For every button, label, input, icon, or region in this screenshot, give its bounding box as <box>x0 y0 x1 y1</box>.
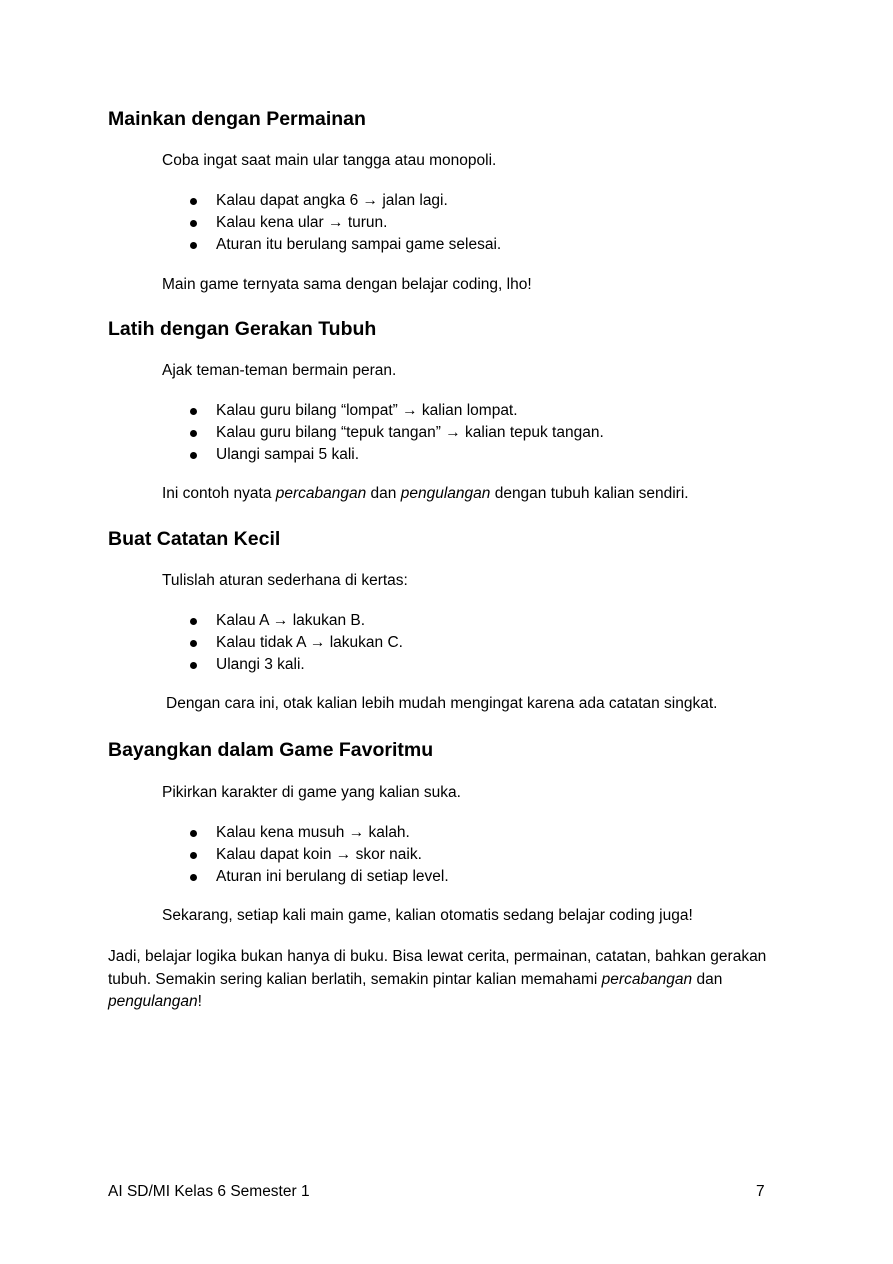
bullet-icon <box>190 640 197 647</box>
section-1-list <box>162 190 501 256</box>
section-4-heading: Bayangkan dalam Game Favoritmu <box>108 739 434 761</box>
list-item: Kalau guru bilang “lompat” → kalian lompat. <box>162 400 604 422</box>
page-number: 7 <box>756 1183 765 1200</box>
list-item: Ulangi sampai 5 kali. <box>162 444 604 466</box>
footer-book-title: AI SD/MI Kelas 6 Semester 1 <box>108 1183 310 1200</box>
section-4-list <box>162 822 449 888</box>
list-item: Kalau tidak A → lakukan C. <box>162 632 403 654</box>
section-3-heading: Buat Catatan Kecil <box>108 528 281 550</box>
bullet-icon <box>190 618 197 625</box>
list-item: Kalau dapat koin → skor naik. <box>162 844 449 866</box>
bullet-icon <box>190 830 197 837</box>
list-item: Kalau dapat angka 6 → jalan lagi. <box>162 190 501 212</box>
section-2-list <box>162 400 604 466</box>
section-1-heading: Mainkan dengan Permainan <box>108 108 366 130</box>
list-item: Kalau guru bilang “tepuk tangan” → kalian tepuk tangan. <box>162 422 604 444</box>
list-item: Kalau kena ular → turun. <box>162 212 501 234</box>
bullet-icon <box>190 220 197 227</box>
section-4-outro: Sekarang, setiap kali main game, kalian otomatis sedang belajar coding juga! <box>162 907 693 924</box>
section-2-heading: Latih dengan Gerakan Tubuh <box>108 318 377 340</box>
section-2-intro: Ajak teman-teman bermain peran. <box>162 362 397 379</box>
closing-paragraph: Jadi, belajar logika bukan hanya di buku. Bisa lewat cerita, permainan, catatan, bahkan gerakan tubuh. Semakin sering kalian berlatih, semakin pintar kalian memahami percabangan dan pengulangan! <box>108 948 767 1010</box>
section-1-outro: Main game ternyata sama dengan belajar coding, lho! <box>162 276 532 293</box>
section-4-intro: Pikirkan karakter di game yang kalian suka. <box>162 784 461 801</box>
list-item: Aturan ini berulang di setiap level. <box>162 866 449 888</box>
section-3-intro: Tulislah aturan sederhana di kertas: <box>162 572 408 589</box>
bullet-icon <box>190 662 197 669</box>
list-item: Kalau A → lakukan B. <box>162 610 403 632</box>
section-3-list <box>162 610 403 676</box>
list-item: Aturan itu berulang sampai game selesai. <box>162 234 501 256</box>
section-3-outro: Dengan cara ini, otak kalian lebih mudah mengingat karena ada catatan singkat. <box>166 695 718 712</box>
bullet-icon <box>190 874 197 881</box>
list-item: Kalau kena musuh → kalah. <box>162 822 449 844</box>
bullet-icon <box>190 408 197 415</box>
list-item: Ulangi 3 kali. <box>162 654 403 676</box>
section-2-outro: Ini contoh nyata percabangan dan pengulangan dengan tubuh kalian sendiri. <box>162 485 689 502</box>
bullet-icon <box>190 452 197 459</box>
bullet-icon <box>190 198 197 205</box>
section-1-intro: Coba ingat saat main ular tangga atau monopoli. <box>162 152 497 169</box>
bullet-icon <box>190 242 197 249</box>
bullet-icon <box>190 430 197 437</box>
bullet-icon <box>190 852 197 859</box>
